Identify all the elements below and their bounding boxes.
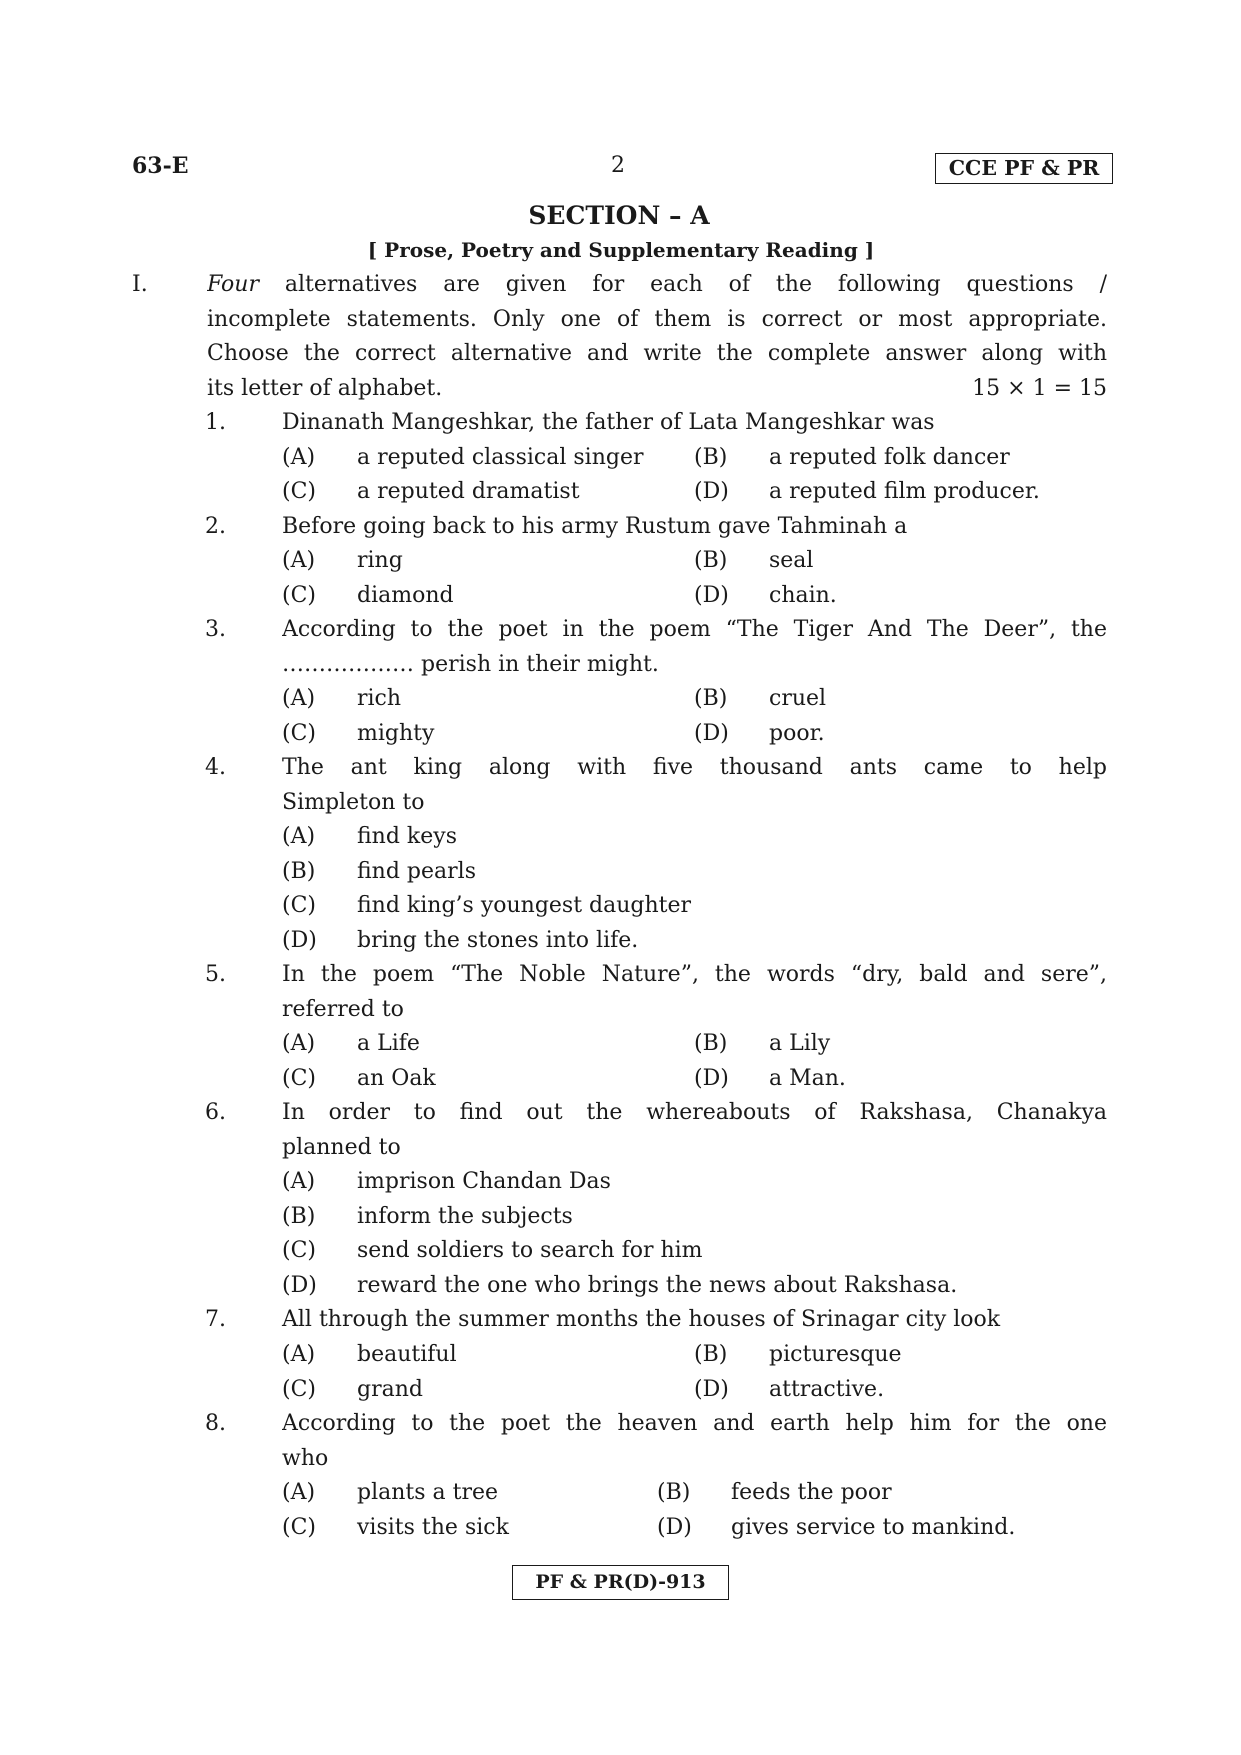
option-a-text: ring <box>357 548 403 574</box>
question-stem-continued: planned to <box>282 1134 401 1160</box>
option-c-text: visits the sick <box>357 1514 509 1540</box>
instruction-line-4: its letter of alphabet. <box>207 375 443 401</box>
footer-code-box: PF & PR(D)-913 <box>512 1565 729 1600</box>
question-stem-row <box>0 406 1241 441</box>
option-b-letter: (B) <box>694 686 728 712</box>
page-number: 2 <box>611 153 625 178</box>
option-c-letter: (C) <box>282 582 316 608</box>
question-list <box>0 268 1241 1545</box>
option-a-letter: (A) <box>282 444 316 470</box>
option-a-letter: (A) <box>282 1480 316 1506</box>
options-row <box>0 1062 1241 1097</box>
option-c-text: mighty <box>357 720 435 746</box>
section-subtitle: [ Prose, Poetry and Supplementary Reading ] <box>367 238 875 262</box>
question-2 <box>0 510 1241 614</box>
option-d-letter: (D) <box>694 582 729 608</box>
question-stem-row <box>0 993 1241 1028</box>
question-5 <box>0 958 1241 1096</box>
option-d-text: gives service to mankind. <box>731 1514 1016 1540</box>
question-stem-row <box>0 958 1241 993</box>
question-stem-row <box>0 510 1241 545</box>
options-row <box>0 1269 1241 1304</box>
option-d-letter: (D) <box>694 479 729 505</box>
option-c-letter: (C) <box>282 893 316 919</box>
options-row <box>0 1338 1241 1373</box>
question-stem: Dinanath Mangeshkar, the father of Lata Mangeshkar was <box>282 410 935 436</box>
option-d-text: a Man. <box>769 1065 846 1091</box>
options-row <box>0 1373 1241 1408</box>
option-a-letter: (A) <box>282 824 316 850</box>
option-d-letter: (D) <box>657 1514 692 1540</box>
options-row <box>0 717 1241 752</box>
option-c-text: find king’s youngest daughter <box>357 893 692 919</box>
option-b-letter: (B) <box>657 1480 691 1506</box>
instruction-emphasis: Four <box>207 272 259 297</box>
question-stem-row <box>0 1303 1241 1338</box>
question-stem: All through the summer months the houses of Srinagar city look <box>282 1307 1001 1333</box>
options-row <box>0 544 1241 579</box>
option-a-text: plants a tree <box>357 1480 499 1506</box>
options-row <box>0 820 1241 855</box>
question-4 <box>0 751 1241 958</box>
question-stem: In order to find out the whereabouts of Rakshasa, Chanakya <box>282 1100 1107 1126</box>
instruction-line-1 <box>207 268 1107 303</box>
option-b-letter: (B) <box>694 1341 728 1367</box>
option-b-text: find pearls <box>357 858 476 884</box>
instruction-row <box>0 337 1241 372</box>
question-8 <box>0 1407 1241 1545</box>
option-d-letter: (D) <box>694 1065 729 1091</box>
question-number: 1. <box>205 410 226 436</box>
question-stem-row <box>0 786 1241 821</box>
option-b-letter: (B) <box>282 1203 316 1229</box>
option-a-letter: (A) <box>282 1169 316 1195</box>
question-stem: According to the poet in the poem “The Tiger And The Deer”, the <box>282 617 1107 643</box>
option-d-text: a reputed film producer. <box>769 479 1040 505</box>
option-c-text: send soldiers to search for him <box>357 1238 703 1264</box>
option-a-letter: (A) <box>282 1341 316 1367</box>
option-b-letter: (B) <box>282 858 316 884</box>
option-a-text: rich <box>357 686 402 712</box>
question-stem-row <box>0 1442 1241 1477</box>
options-row <box>0 682 1241 717</box>
question-number: 2. <box>205 513 226 539</box>
options-row <box>0 1200 1241 1235</box>
question-stem-continued: who <box>282 1445 329 1471</box>
options-row <box>0 889 1241 924</box>
question-number: 3. <box>205 617 226 643</box>
instruction-row <box>0 268 1241 303</box>
question-paper-code: 63-E <box>132 153 189 179</box>
question-stem-row <box>0 1407 1241 1442</box>
option-c-text: an Oak <box>357 1065 436 1091</box>
option-c-text: grand <box>357 1376 423 1402</box>
question-stem-row <box>0 751 1241 786</box>
option-b-letter: (B) <box>694 548 728 574</box>
question-stem-row <box>0 1131 1241 1166</box>
option-a-text: imprison Chandan Das <box>357 1169 611 1195</box>
options-row <box>0 1027 1241 1062</box>
option-d-text: poor. <box>769 720 825 746</box>
part-number: I. <box>132 272 148 297</box>
options-row <box>0 1511 1241 1546</box>
option-a-text: a Life <box>357 1031 420 1057</box>
question-stem-row <box>0 648 1241 683</box>
option-b-text: feeds the poor <box>731 1480 892 1506</box>
option-c-letter: (C) <box>282 1376 316 1402</box>
option-b-text: inform the subjects <box>357 1203 573 1229</box>
instructions <box>0 268 1241 406</box>
option-a-text: find keys <box>357 824 457 850</box>
option-b-text: a Lily <box>769 1031 831 1057</box>
section-title: SECTION – A <box>528 201 710 230</box>
question-number: 4. <box>205 755 226 781</box>
question-number: 5. <box>205 962 226 988</box>
options-row <box>0 1165 1241 1200</box>
option-b-text: seal <box>769 548 814 574</box>
instruction-line-3: Choose the correct alternative and write the complete answer along with <box>207 341 1107 367</box>
option-a-text: a reputed classical singer <box>357 444 644 470</box>
option-c-letter: (C) <box>282 1238 316 1264</box>
option-d-text: attractive. <box>769 1376 885 1402</box>
options-row <box>0 855 1241 890</box>
question-number: 8. <box>205 1411 226 1437</box>
question-stem: In the poem “The Noble Nature”, the words “dry, bald and sere”, <box>282 962 1107 988</box>
option-b-letter: (B) <box>694 444 728 470</box>
options-row <box>0 475 1241 510</box>
option-c-letter: (C) <box>282 720 316 746</box>
question-stem-row <box>0 613 1241 648</box>
option-c-text: a reputed dramatist <box>357 479 580 505</box>
question-3 <box>0 613 1241 751</box>
option-a-letter: (A) <box>282 1031 316 1057</box>
question-stem-continued: Simpleton to <box>282 789 425 815</box>
options-row <box>0 441 1241 476</box>
option-a-letter: (A) <box>282 686 316 712</box>
instruction-row <box>0 372 1241 407</box>
option-b-text: picturesque <box>769 1341 902 1367</box>
option-d-letter: (D) <box>694 720 729 746</box>
instruction-text: alternatives are given for each of the following questions / <box>284 272 1107 297</box>
question-1 <box>0 406 1241 510</box>
option-a-text: beautiful <box>357 1341 457 1367</box>
option-c-letter: (C) <box>282 479 316 505</box>
instruction-line-2: incomplete statements. Only one of them is correct or most appropriate. <box>207 306 1107 332</box>
option-d-text: reward the one who brings the news about Rakshasa. <box>357 1272 958 1298</box>
marks-allocation: 15 × 1 = 15 <box>972 375 1107 401</box>
paper-code-box: CCE PF & PR <box>935 153 1113 184</box>
option-b-text: cruel <box>769 686 827 712</box>
question-stem: The ant king along with five thousand ants came to help <box>282 755 1107 781</box>
question-stem-continued: referred to <box>282 996 404 1022</box>
question-7 <box>0 1303 1241 1407</box>
option-c-letter: (C) <box>282 1065 316 1091</box>
question-stem-row <box>0 1096 1241 1131</box>
options-row <box>0 924 1241 959</box>
question-stem: Before going back to his army Rustum gave Tahminah a <box>282 513 908 539</box>
question-number: 7. <box>205 1307 226 1333</box>
option-c-letter: (C) <box>282 1514 316 1540</box>
options-row <box>0 579 1241 614</box>
option-d-text: chain. <box>769 582 837 608</box>
option-d-letter: (D) <box>694 1376 729 1402</box>
instruction-row <box>0 303 1241 338</box>
option-d-letter: (D) <box>282 927 317 953</box>
question-number: 6. <box>205 1100 226 1126</box>
options-row <box>0 1234 1241 1269</box>
question-stem: According to the poet the heaven and earth help him for the one <box>282 1411 1107 1437</box>
option-c-text: diamond <box>357 582 454 608</box>
option-d-text: bring the stones into life. <box>357 927 639 953</box>
option-d-letter: (D) <box>282 1272 317 1298</box>
question-stem-continued: ……………… perish in their might. <box>282 651 659 677</box>
option-b-letter: (B) <box>694 1031 728 1057</box>
option-b-text: a reputed folk dancer <box>769 444 1010 470</box>
option-a-letter: (A) <box>282 548 316 574</box>
question-6 <box>0 1096 1241 1303</box>
options-row <box>0 1476 1241 1511</box>
